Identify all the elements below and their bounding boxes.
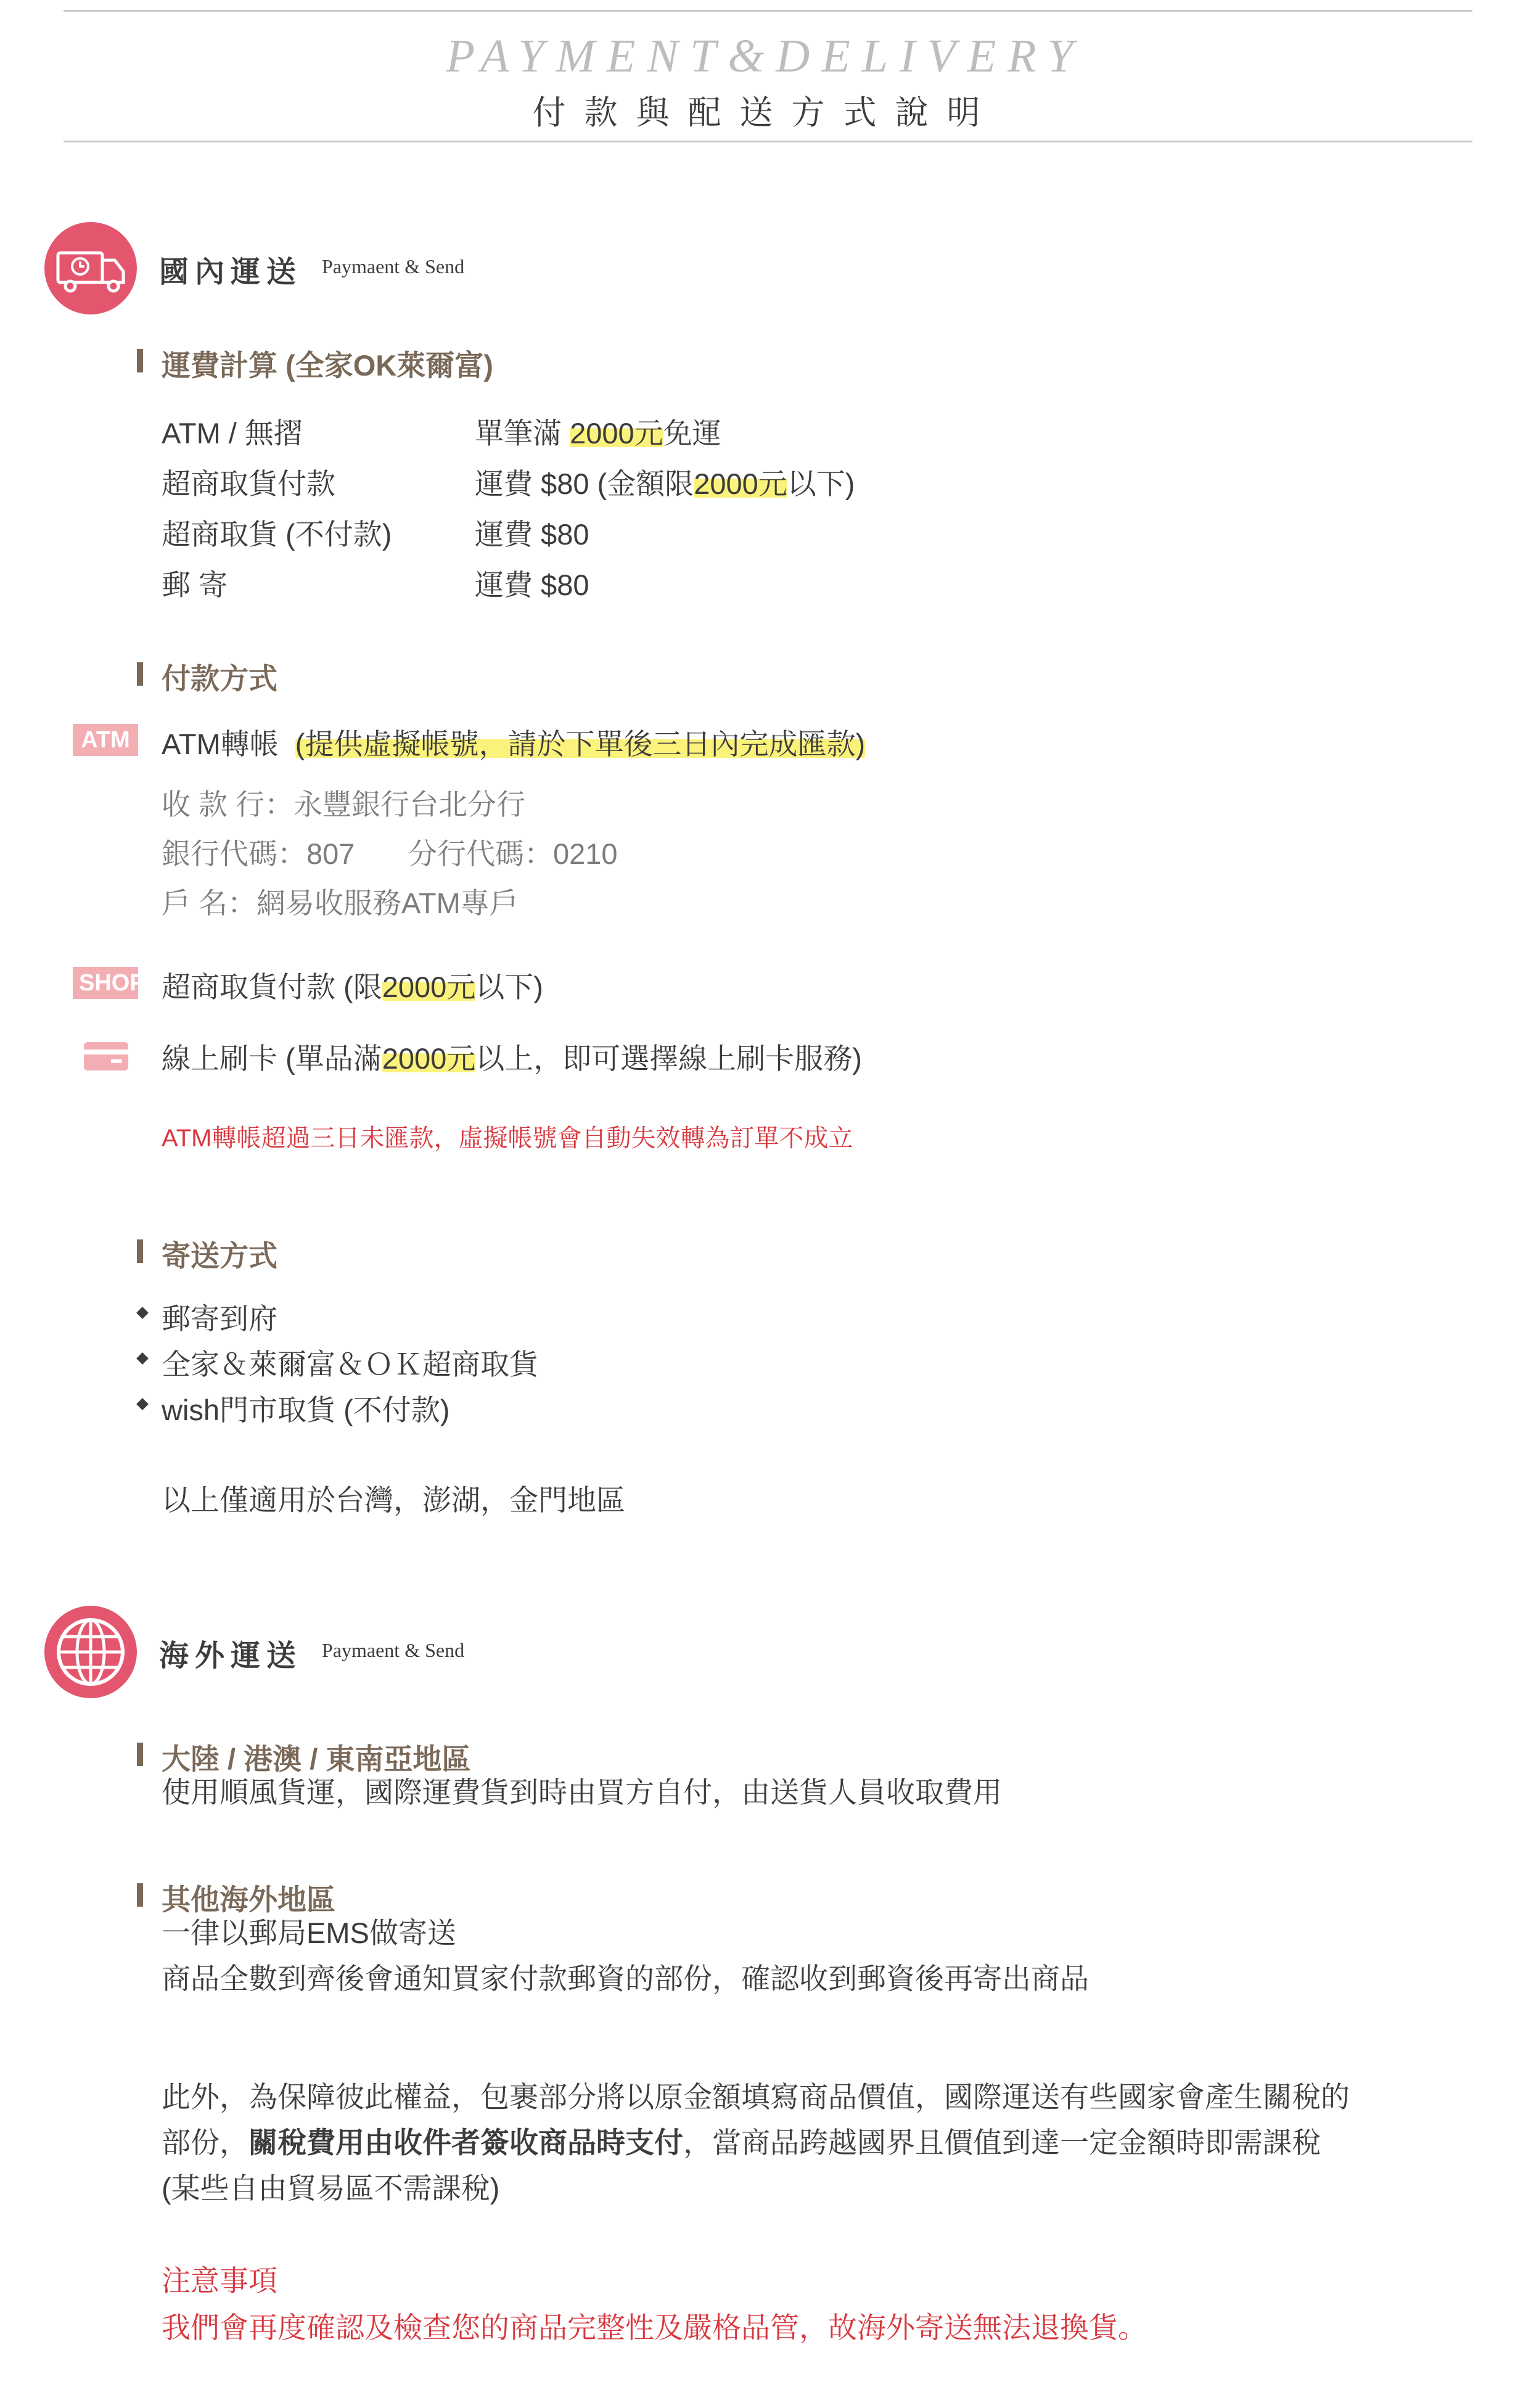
fee-value-text: 單筆滿: [475, 417, 570, 450]
atm-title: [162, 721, 865, 763]
account-name: 戶 名：網易收服務ATM專戶: [162, 887, 519, 919]
domestic-title: 國內運送: [159, 256, 303, 289]
heading-bar: [137, 662, 143, 686]
highlight-amount: 2000元: [382, 1042, 476, 1075]
card-payment: [162, 1036, 862, 1077]
shop-tag: SHOP: [73, 967, 138, 999]
shop-payment-text: 以下): [475, 971, 543, 1003]
page-title-zh: 付款與配送方式說明: [532, 94, 999, 131]
highlight-amount: 2000元: [694, 467, 787, 500]
overseas-title: 海外運送: [159, 1640, 303, 1672]
card-payment-text: 以上，即可選擇線上刷卡服務): [475, 1042, 862, 1075]
branch-code: 分行代碼：0210: [408, 837, 618, 870]
shop-payment-text: 超商取貨付款 (限: [162, 971, 382, 1003]
region1-text: 使用順風貨運，國際運費貨到時由買方自付，由送貨人員收取費用: [162, 1776, 1002, 1809]
fee-value-atm: [475, 411, 721, 452]
tax-line3: (某些自由貿易區不需課稅): [162, 2172, 500, 2205]
heading-bar: [137, 1743, 143, 1766]
atm-title-text: ATM轉帳: [162, 728, 279, 760]
bullet-icon: [136, 1352, 149, 1365]
credit-card-icon: [84, 1042, 128, 1070]
highlight-amount: 2000元: [382, 971, 476, 1003]
region1-heading: 大陸 / 港澳 / 東南亞地區: [162, 1743, 471, 1775]
notice-title: 注意事項: [162, 2264, 277, 2297]
region2-line1: 一律以郵局EMS做寄送: [162, 1917, 456, 1949]
atm-warning: ATM轉帳超過三日未匯款，虛擬帳號會自動失效轉為訂單不成立: [162, 1125, 853, 1152]
fee-heading: 運費計算 (全家OK萊爾富): [162, 349, 493, 382]
truck-icon: [44, 222, 137, 314]
notice-text: 我們會再度確認及檢查您的商品完整性及嚴格品管，故海外寄送無法退換貨。: [162, 2311, 1147, 2344]
card-payment-text: 線上刷卡 (單品滿: [162, 1042, 382, 1075]
heading-bar: [137, 1239, 143, 1263]
highlight-amount: 2000元: [570, 417, 663, 450]
page-title-en: PAYMENT&DELIVERY: [446, 30, 1085, 82]
delivery-note: 以上僅適用於台灣，澎湖，金門地區: [162, 1484, 625, 1516]
tax-line2: [162, 2120, 1321, 2161]
fee-label-atm: ATM / 無摺: [162, 417, 303, 450]
heading-bar: [137, 1883, 143, 1907]
tax-text: 部份，: [162, 2126, 248, 2159]
fee-label-pickup: 超商取貨 (不付款): [162, 518, 392, 551]
delivery-item: 郵寄到府: [162, 1302, 277, 1335]
fee-value-mail: 運費 $80: [475, 569, 589, 601]
fee-value-text: 運費 $80 (金額限: [475, 467, 694, 500]
bullet-icon: [136, 1398, 149, 1410]
overseas-subtitle: Paymaent & Send: [322, 1639, 465, 1661]
delivery-item: 全家＆萊爾富＆ＯＫ超商取貨: [162, 1348, 538, 1381]
atm-note: (提供虛擬帳號，請於下單後三日內完成匯款): [295, 728, 866, 760]
tax-line1: 此外，為保障彼此權益，包裹部分將以原金額填寫商品價值，國際運送有些國家會產生關稅的: [162, 2081, 1350, 2113]
globe-icon: [44, 1606, 137, 1698]
domestic-subtitle: Paymaent & Send: [322, 255, 465, 277]
delivery-item: wish門市取貨 (不付款): [162, 1394, 450, 1426]
fee-value-cod: [475, 461, 855, 503]
header-divider: [64, 141, 1472, 142]
tax-text: ，當商品跨越國界且價值到達一定金額時即需課稅: [683, 2126, 1321, 2159]
fee-label-mail: 郵 寄: [162, 569, 228, 601]
bank-code: 銀行代碼：807: [162, 837, 355, 870]
card-chip: [111, 1059, 122, 1063]
fee-label-cod: 超商取貨付款: [162, 467, 335, 500]
atm-tag: ATM: [73, 724, 138, 756]
tax-bold-text: 關稅費用由收件者簽收商品時支付: [248, 2126, 683, 2159]
delivery-heading: 寄送方式: [162, 1239, 277, 1272]
fee-value-text: 以下): [787, 467, 855, 500]
fee-value-pickup: 運費 $80: [475, 518, 589, 551]
shop-payment: [162, 964, 543, 1006]
region2-line2: 商品全數到齊後會通知買家付款郵資的部份，確認收到郵資後再寄出商品: [162, 1962, 1089, 1995]
top-divider: [64, 10, 1472, 12]
fee-value-text: 免運: [663, 417, 721, 450]
bullet-icon: [136, 1307, 149, 1319]
bank-name: 收 款 行：永豐銀行台北分行: [162, 788, 526, 821]
card-stripe: [84, 1050, 128, 1054]
payment-heading: 付款方式: [162, 662, 277, 695]
region2-heading: 其他海外地區: [162, 1883, 335, 1916]
heading-bar: [137, 349, 143, 372]
